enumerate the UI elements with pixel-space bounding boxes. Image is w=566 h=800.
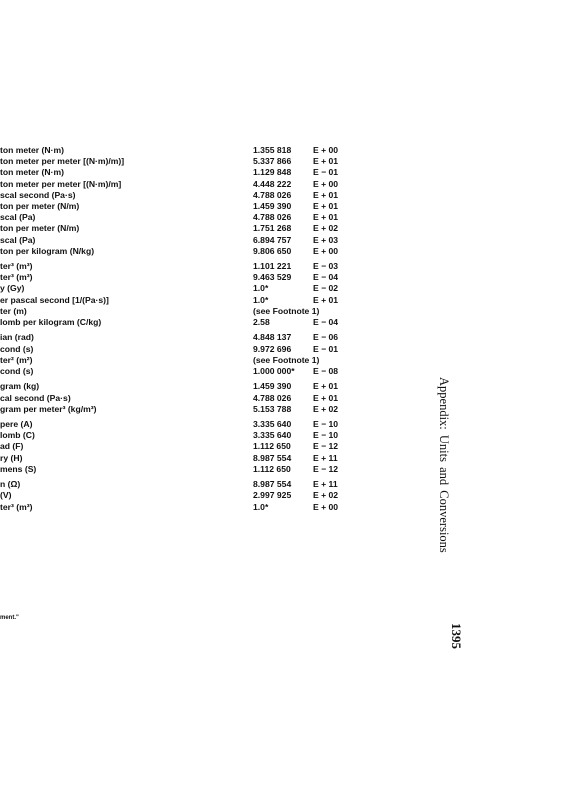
unit-name: ton meter (N·m) bbox=[0, 167, 64, 178]
conversion-value: 3.335 640 bbox=[253, 419, 292, 430]
conversion-exponent: E − 12 bbox=[313, 463, 339, 474]
conversion-value: 9.806 650 bbox=[253, 245, 292, 256]
conversion-value: 4.788 026 bbox=[253, 212, 292, 223]
conversion-exponent: E − 12 bbox=[313, 441, 339, 452]
conversion-exponent: E − 04 bbox=[313, 272, 339, 283]
unit-name: ton per meter (N/m) bbox=[0, 200, 80, 211]
conversion-exponent: E + 11 bbox=[313, 479, 338, 490]
conversion-exponent: E − 10 bbox=[313, 430, 339, 441]
unit-name: scal (Pa) bbox=[0, 234, 36, 245]
conversion-value: 1.0* bbox=[253, 501, 269, 512]
conversion-exponent: E + 02 bbox=[313, 223, 339, 234]
table-row bbox=[253, 464, 358, 475]
table-row bbox=[253, 246, 358, 257]
conversion-value: 1.112 650 bbox=[253, 441, 291, 452]
unit-name: y (Gy) bbox=[0, 283, 25, 294]
conversion-value: 4.448 222 bbox=[253, 178, 292, 189]
conversion-value: 2.997 925 bbox=[253, 490, 292, 501]
unit-name: ter³ (m³) bbox=[0, 272, 33, 283]
conversion-value: 9.463 529 bbox=[253, 272, 292, 283]
conversion-exponent: E + 01 bbox=[313, 156, 339, 167]
table-row bbox=[253, 167, 358, 178]
conversion-value: 8.987 554 bbox=[253, 452, 292, 463]
unit-name: ian (rad) bbox=[0, 332, 34, 343]
conversion-exponent: E + 00 bbox=[313, 178, 339, 189]
running-head: Appendix: Units and Conversions bbox=[437, 377, 451, 553]
table-row bbox=[253, 179, 358, 190]
table-row bbox=[253, 261, 358, 272]
unit-name: ton meter per meter [(N·m)/m] bbox=[0, 178, 122, 189]
page-number: 1395 bbox=[449, 623, 464, 649]
conversion-exponent: E − 01 bbox=[313, 167, 339, 178]
unit-name: cond (s) bbox=[0, 365, 34, 376]
unit-name: er pascal second [1/(Pa·s)] bbox=[0, 294, 109, 305]
conversion-exponent: E − 04 bbox=[313, 317, 339, 327]
table-row bbox=[253, 355, 358, 366]
unit-name: ter³ (m³) bbox=[0, 261, 33, 272]
conversion-value: 1.112 650 bbox=[253, 463, 291, 474]
conversion-exponent: E + 01 bbox=[313, 381, 339, 392]
conversion-exponent: E + 01 bbox=[313, 294, 339, 305]
table-row bbox=[253, 223, 358, 234]
unit-name: ton per meter (N/m) bbox=[0, 223, 80, 234]
conversion-value: 1.000 000* bbox=[253, 365, 295, 376]
unit-name: ad (F) bbox=[0, 441, 24, 452]
table-row bbox=[253, 366, 358, 377]
table-row bbox=[253, 306, 358, 317]
table-row bbox=[253, 190, 358, 201]
conversion-value: 2.58 bbox=[253, 317, 270, 327]
conversion-value: 4.788 026 bbox=[253, 392, 292, 403]
unit-name: ter² (m²) bbox=[0, 354, 33, 365]
unit-name: ter (m) bbox=[0, 305, 27, 316]
conversion-exponent: E + 03 bbox=[313, 234, 339, 245]
conversion-exponent: E + 01 bbox=[313, 392, 339, 403]
conversion-exponent: E − 02 bbox=[313, 283, 339, 294]
table-row bbox=[253, 283, 358, 294]
conversion-exponent: E − 06 bbox=[313, 332, 339, 343]
conversion-exponent: E + 00 bbox=[313, 501, 339, 512]
unit-name: lomb per kilogram (C/kg) bbox=[0, 317, 102, 327]
conversion-exponent: E − 08 bbox=[313, 365, 339, 376]
table-row bbox=[253, 419, 358, 430]
unit-name: ry (H) bbox=[0, 452, 23, 463]
conversion-value: 1.129 848 bbox=[253, 167, 292, 178]
conversion-value: 1.355 818 bbox=[253, 145, 292, 155]
unit-name: cal second (Pa·s) bbox=[0, 392, 71, 403]
conversion-exponent: E + 01 bbox=[313, 189, 339, 200]
unit-name: scal second (Pa·s) bbox=[0, 189, 76, 200]
unit-name: (V) bbox=[0, 490, 12, 501]
conversion-value: 9.972 696 bbox=[253, 343, 292, 354]
conversion-value: 3.335 640 bbox=[253, 430, 292, 441]
unit-name: lomb (C) bbox=[0, 430, 35, 441]
conversion-exponent: E − 10 bbox=[313, 419, 339, 430]
table-row bbox=[253, 404, 358, 415]
conversion-exponent: E + 11 bbox=[313, 452, 338, 463]
unit-name: n (Ω) bbox=[0, 479, 21, 490]
table-row bbox=[253, 393, 358, 404]
conversion-value: 1.0* bbox=[253, 283, 269, 294]
table-row bbox=[253, 441, 358, 452]
conversion-value: 1.101 221 bbox=[253, 261, 292, 272]
unit-name: gram (kg) bbox=[0, 381, 40, 392]
table-row bbox=[253, 490, 358, 501]
table-row bbox=[253, 453, 358, 464]
table-row bbox=[253, 381, 358, 392]
footnote-fragment: ment." bbox=[0, 615, 19, 621]
unit-name: ton meter (N·m) bbox=[0, 145, 64, 155]
conversion-exponent: E − 03 bbox=[313, 261, 339, 272]
conversion-exponent: E + 02 bbox=[313, 403, 339, 414]
unit-name: ton meter per meter [(N·m)/m)] bbox=[0, 156, 125, 167]
table-row bbox=[253, 235, 358, 246]
conversion-factors-column bbox=[253, 145, 358, 513]
conversion-exponent: E + 00 bbox=[313, 145, 339, 155]
conversion-value: 8.987 554 bbox=[253, 479, 292, 490]
unit-names-column bbox=[0, 145, 245, 513]
conversion-value: 1.459 390 bbox=[253, 381, 292, 392]
table-row bbox=[253, 430, 358, 441]
unit-name: pere (A) bbox=[0, 419, 33, 430]
conversion-value: 6.894 757 bbox=[253, 234, 292, 245]
unit-name: ter³ (m³) bbox=[0, 501, 33, 512]
conversion-exponent: E − 01 bbox=[313, 343, 339, 354]
table-row bbox=[253, 479, 358, 490]
conversion-exponent: E + 01 bbox=[313, 212, 339, 223]
conversion-value: (see Footnote 1) bbox=[253, 354, 320, 365]
conversion-value: 1.459 390 bbox=[253, 200, 292, 211]
conversion-value: 5.153 788 bbox=[253, 403, 292, 414]
conversion-exponent: E + 02 bbox=[313, 490, 339, 501]
table-row bbox=[253, 156, 358, 167]
unit-name: ton per kilogram (N/kg) bbox=[0, 245, 95, 256]
table-row bbox=[253, 295, 358, 306]
conversion-value: 5.337 866 bbox=[253, 156, 292, 167]
table-row bbox=[253, 145, 358, 156]
table-row bbox=[253, 502, 358, 513]
table-row bbox=[253, 332, 358, 343]
table-row bbox=[253, 212, 358, 223]
conversion-value: 1.0* bbox=[253, 294, 269, 305]
conversion-value: 1.751 268 bbox=[253, 223, 292, 234]
conversion-exponent: E + 01 bbox=[313, 200, 339, 211]
table-row bbox=[253, 272, 358, 283]
conversion-value: (see Footnote 1) bbox=[253, 305, 320, 316]
table-row bbox=[253, 344, 358, 355]
unit-name: mens (S) bbox=[0, 463, 37, 474]
unit-name: gram per meter³ (kg/m³) bbox=[0, 403, 97, 414]
table-row bbox=[253, 201, 358, 212]
unit-name: cond (s) bbox=[0, 343, 34, 354]
unit-name: scal (Pa) bbox=[0, 212, 36, 223]
conversion-value: 4.848 137 bbox=[253, 332, 292, 343]
table-row bbox=[253, 317, 358, 328]
conversion-value: 4.788 026 bbox=[253, 189, 292, 200]
conversion-exponent: E + 00 bbox=[313, 245, 339, 256]
